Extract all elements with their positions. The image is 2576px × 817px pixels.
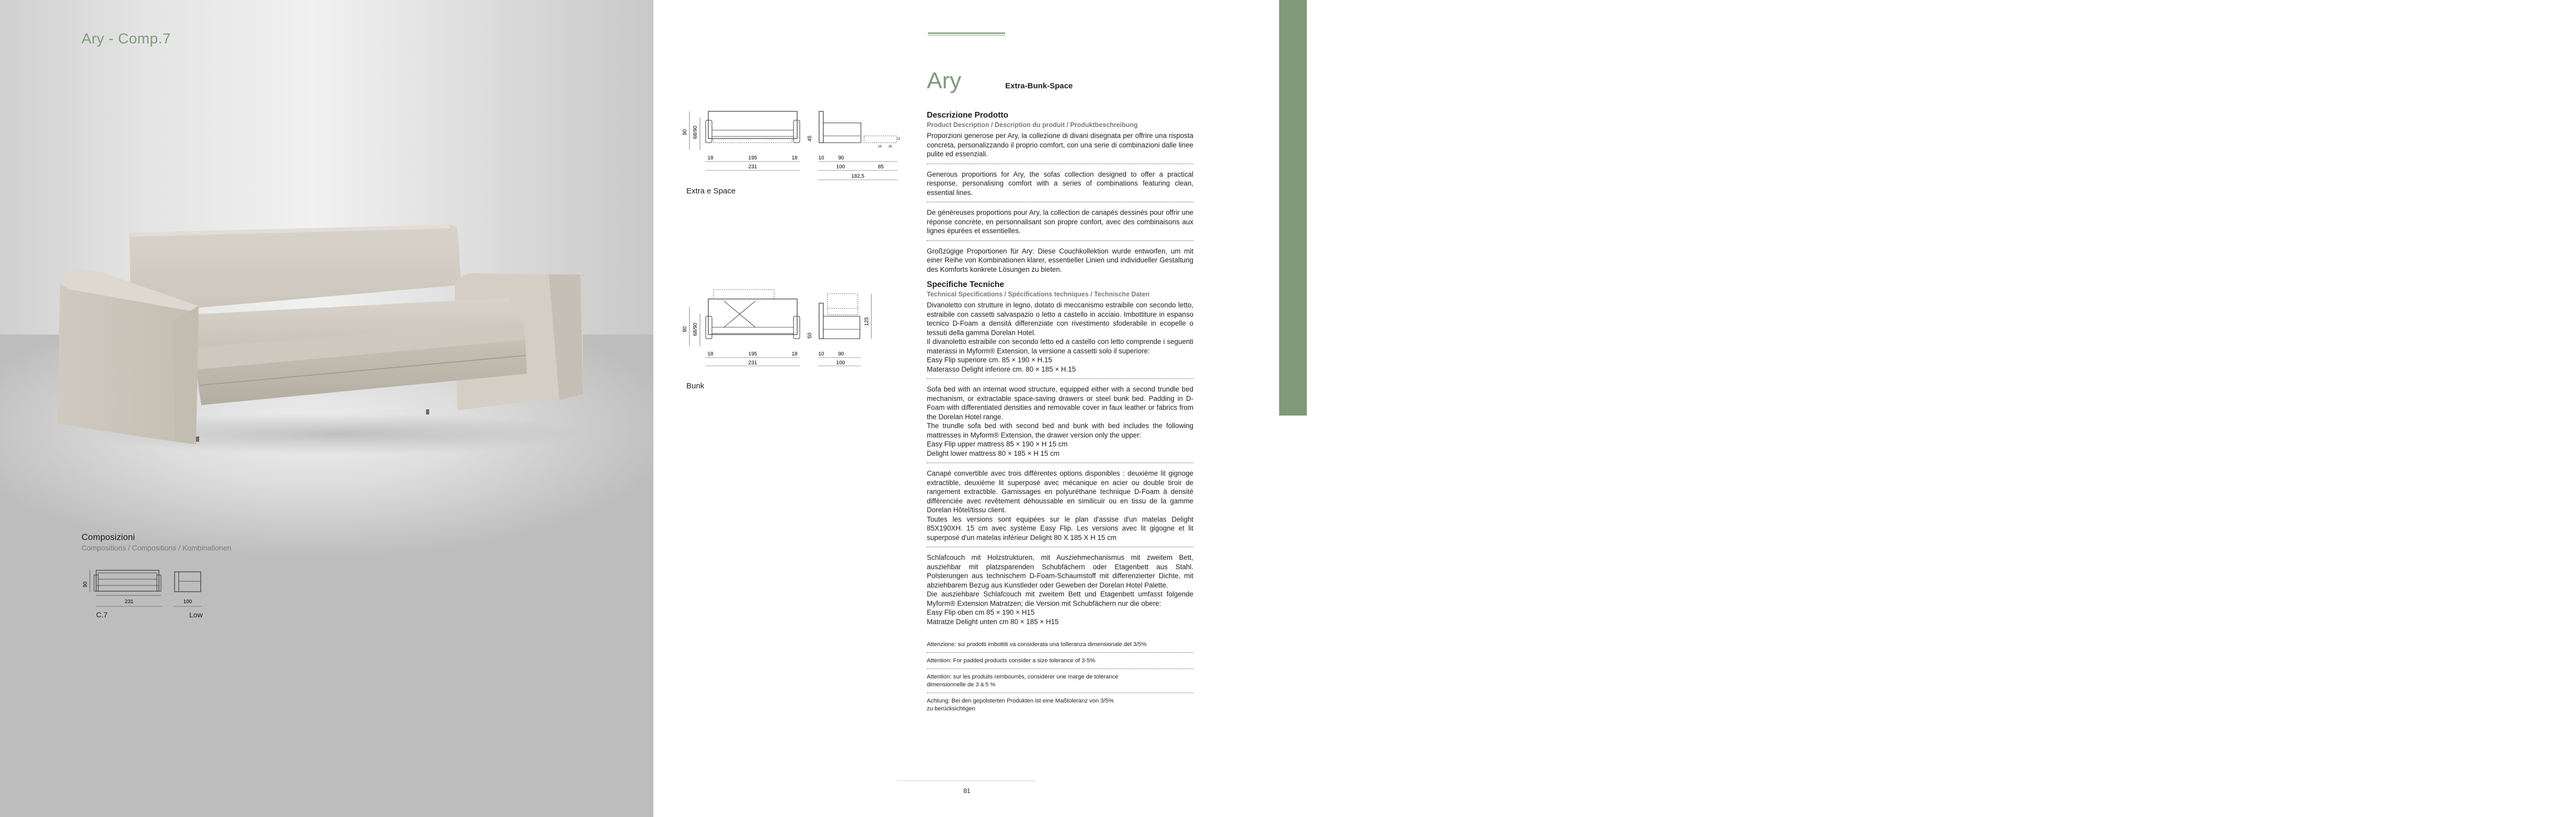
- divider: [927, 652, 1193, 653]
- svg-text:90: 90: [682, 326, 688, 332]
- composition-label: C.7: [96, 611, 108, 619]
- svg-text:18: 18: [791, 351, 798, 357]
- svg-text:45: 45: [807, 135, 813, 142]
- svg-text:195: 195: [748, 351, 757, 357]
- description-fr: De généreuses proportions pour Ary, la collection de canapés dessinés pour offrir une réponse concrète, en personnalisant son propre confort, avec des combinaisons aux lignes épurées et essentielles.: [927, 209, 1193, 235]
- specs-title: Specifiche Tecniche: [927, 280, 1004, 289]
- compo-height-dim: 90: [83, 581, 88, 588]
- svg-text:182,5: 182,5: [851, 174, 865, 179]
- drawing-label-bunk: Bunk: [686, 382, 705, 390]
- compositions-title: Composizioni: [82, 532, 135, 542]
- svg-text:90: 90: [838, 155, 844, 161]
- specs-fr: Canapé convertible avec trois différentes options disponibles : deuxième lit gignoge extractible, deuxième lit superposé avec mécanique en acier ou double tiroir de rangement extractible. Garnissages en polyuréthane technique D-Foam à densité différenciée avec revêtement déhoussable en similicuir ou en tissu de la gamme Dorelan Hôtel/tissu client. Toutes les versions sont equipées sur le plan d'assise d'un matelas Delight 85X190XH. 15 cm avec système Easy Flip. Les versions avec lit gigogne et lit superposé d'un matelas inférieur Delight 80 X 185 X H 15 cm: [927, 469, 1193, 542]
- svg-text:231: 231: [748, 164, 757, 170]
- description-en: Generous proportions for Ary, the sofas collection designed to offer a practical response, personalising comfort with a series of combinations featuring clean, essential lines.: [927, 170, 1193, 197]
- drawing-extra-e-space: [682, 107, 902, 180]
- compo-depth-dim: 100: [183, 599, 192, 605]
- svg-text:18: 18: [791, 155, 798, 161]
- specs-en: Sofa bed with an internat wood structure, equipped either with a second trundle bed mechanism, or extractable space-saving drawers or steel bunk bed. Padding in D-Foam with differentiated densities and removable cover in faux leather or fabrics from the Dorelan Hotel range. The trundle sofa bed with second bed and bunk with bed includes the following mattresses in Myform® Extension, the drawer version only the upper: Easy Flip upper mattress 85 × 190 × H 15 cm Delight lower mattress 80 × 185 × H 15 cm: [927, 385, 1193, 457]
- svg-text:10: 10: [818, 155, 824, 161]
- accent-bar-thin: [928, 35, 1005, 36]
- accent-bar: [928, 32, 1005, 34]
- svg-text:68/90: 68/90: [693, 323, 698, 336]
- tolerance-note-it: Attenzione: sui prodotti imbottiti va considerata una tolleranza dimensionale del 3/5%: [927, 641, 1147, 648]
- svg-text:24: 24: [878, 145, 882, 148]
- specs-de: Schlafcouch mit Holzstrukturen, mit Ausziehmechanismus mit zweitem Bett, ausziehbar mit platzsparenden Schubfächern oder Etagenbett aus Stahl. Polsterungen aus technischem D-Foam-Schaumstoff mit differenzierter Dichte, mit abziehbarem Bezug aus Kunstleder oder Geweben der Dorelan Hotel Palette. Die ausziehbare Schlafcouch mit zweitem Bett und Etagenbett umfasst folgende Myform® Extension Matratzen; die Version mit Schubfächern nur die obere: Easy Flip oben cm 85 × 190 × H15 Matratze Delight unten cm 80 × 185 × H15: [927, 554, 1193, 626]
- svg-text:10: 10: [818, 351, 824, 357]
- svg-text:12: 12: [896, 137, 901, 141]
- svg-text:125: 125: [864, 317, 870, 326]
- side-tab: [1279, 0, 2576, 416]
- page-number: 81: [963, 787, 971, 795]
- specs-subtitle: Technical Specifications / Spécifications techniques / Technische Daten: [927, 291, 1150, 298]
- compositions-subtitle: Compositions / Compositions / Kombinationen: [82, 544, 232, 552]
- composition-c7-drawing: [79, 566, 215, 613]
- page-title: Ary - Comp.7: [82, 30, 171, 47]
- left-page-photo: [0, 0, 653, 817]
- tolerance-note-de: Achtung: Bei den gepolsterten Produkten ist eine Maßtoleranz von 3/5% zu berücksichtigen: [927, 698, 1114, 712]
- svg-text:195: 195: [748, 155, 757, 161]
- svg-text:100: 100: [836, 360, 845, 366]
- compo-width-dim: 231: [124, 599, 134, 605]
- svg-text:231: 231: [748, 360, 757, 366]
- footer-rule: [897, 780, 1036, 781]
- svg-text:90: 90: [682, 129, 688, 135]
- svg-text:68/90: 68/90: [693, 125, 698, 139]
- divider: [927, 240, 1193, 241]
- svg-text:18: 18: [707, 155, 714, 161]
- composition-variant: Low: [189, 611, 203, 619]
- tolerance-note-fr: Attention: sur les produits rembourrés, considérer une marge de tolérance dimensionnelle de 3 à 5 %: [927, 674, 1119, 688]
- description-de: Großzügige Proportionen für Ary: Diese Couchkollektion wurde entworfen, um mit einer Reihe von Kombinationen klarer, essentieller Linien und individueller Gestaltung des Komforts konkrete Lösungen zu bieten.: [927, 247, 1193, 273]
- svg-text:50: 50: [807, 332, 813, 339]
- text-column: [927, 111, 1193, 713]
- specs-it: Divanoletto con strutture in legno, dotato di meccanismo estraibile con secondo letto, estraibile con cassetti salvaspazio o letto a castello in acciaio. Imbottiture in espanso tecnico D-Foam a densità differenziate con rivestimento sfoderabile in ecopelle o tessuti della gamma Dorelan Hotel. Il divanoletto estraibile con secondo letto ed a castello con letto comprende i seguenti materassi in Myform® Extension, la versione a cassetti solo il superiore: Easy Flip superiore cm. 85 × 190 × H.15 Materasso Delight inferiore cm. 80 × 185 × H.15: [927, 301, 1193, 373]
- svg-text:90: 90: [838, 351, 844, 357]
- product-variant: Extra-Bunk-Space: [1005, 82, 1073, 90]
- drawing-bunk: [682, 287, 902, 366]
- divider: [927, 378, 1193, 379]
- tolerance-note-en: Attention: For padded products consider a size tolerance of 3-5%: [927, 658, 1096, 664]
- description-it: Proporzioni generose per Ary, la collezione di divani disegnata per offrire una risposta concreta, personalizzando il proprio comfort, con una serie di combinazioni dalle linee pulite ed essenziali.: [927, 132, 1193, 158]
- side-tab-label: Sofabed Extra-Bunk-Space: [2568, 249, 2576, 338]
- sofa-photo: [89, 222, 591, 452]
- drawing-label-extra: Extra e Space: [686, 187, 736, 195]
- svg-text:100: 100: [836, 164, 845, 170]
- description-title: Descrizione Prodotto: [927, 111, 1008, 120]
- description-subtitle: Product Description / Description du produit / Produktbeschreibung: [927, 121, 1138, 129]
- svg-text:25: 25: [888, 145, 892, 148]
- svg-text:18: 18: [707, 351, 714, 357]
- svg-text:85: 85: [878, 164, 884, 170]
- product-name: Ary: [927, 68, 961, 94]
